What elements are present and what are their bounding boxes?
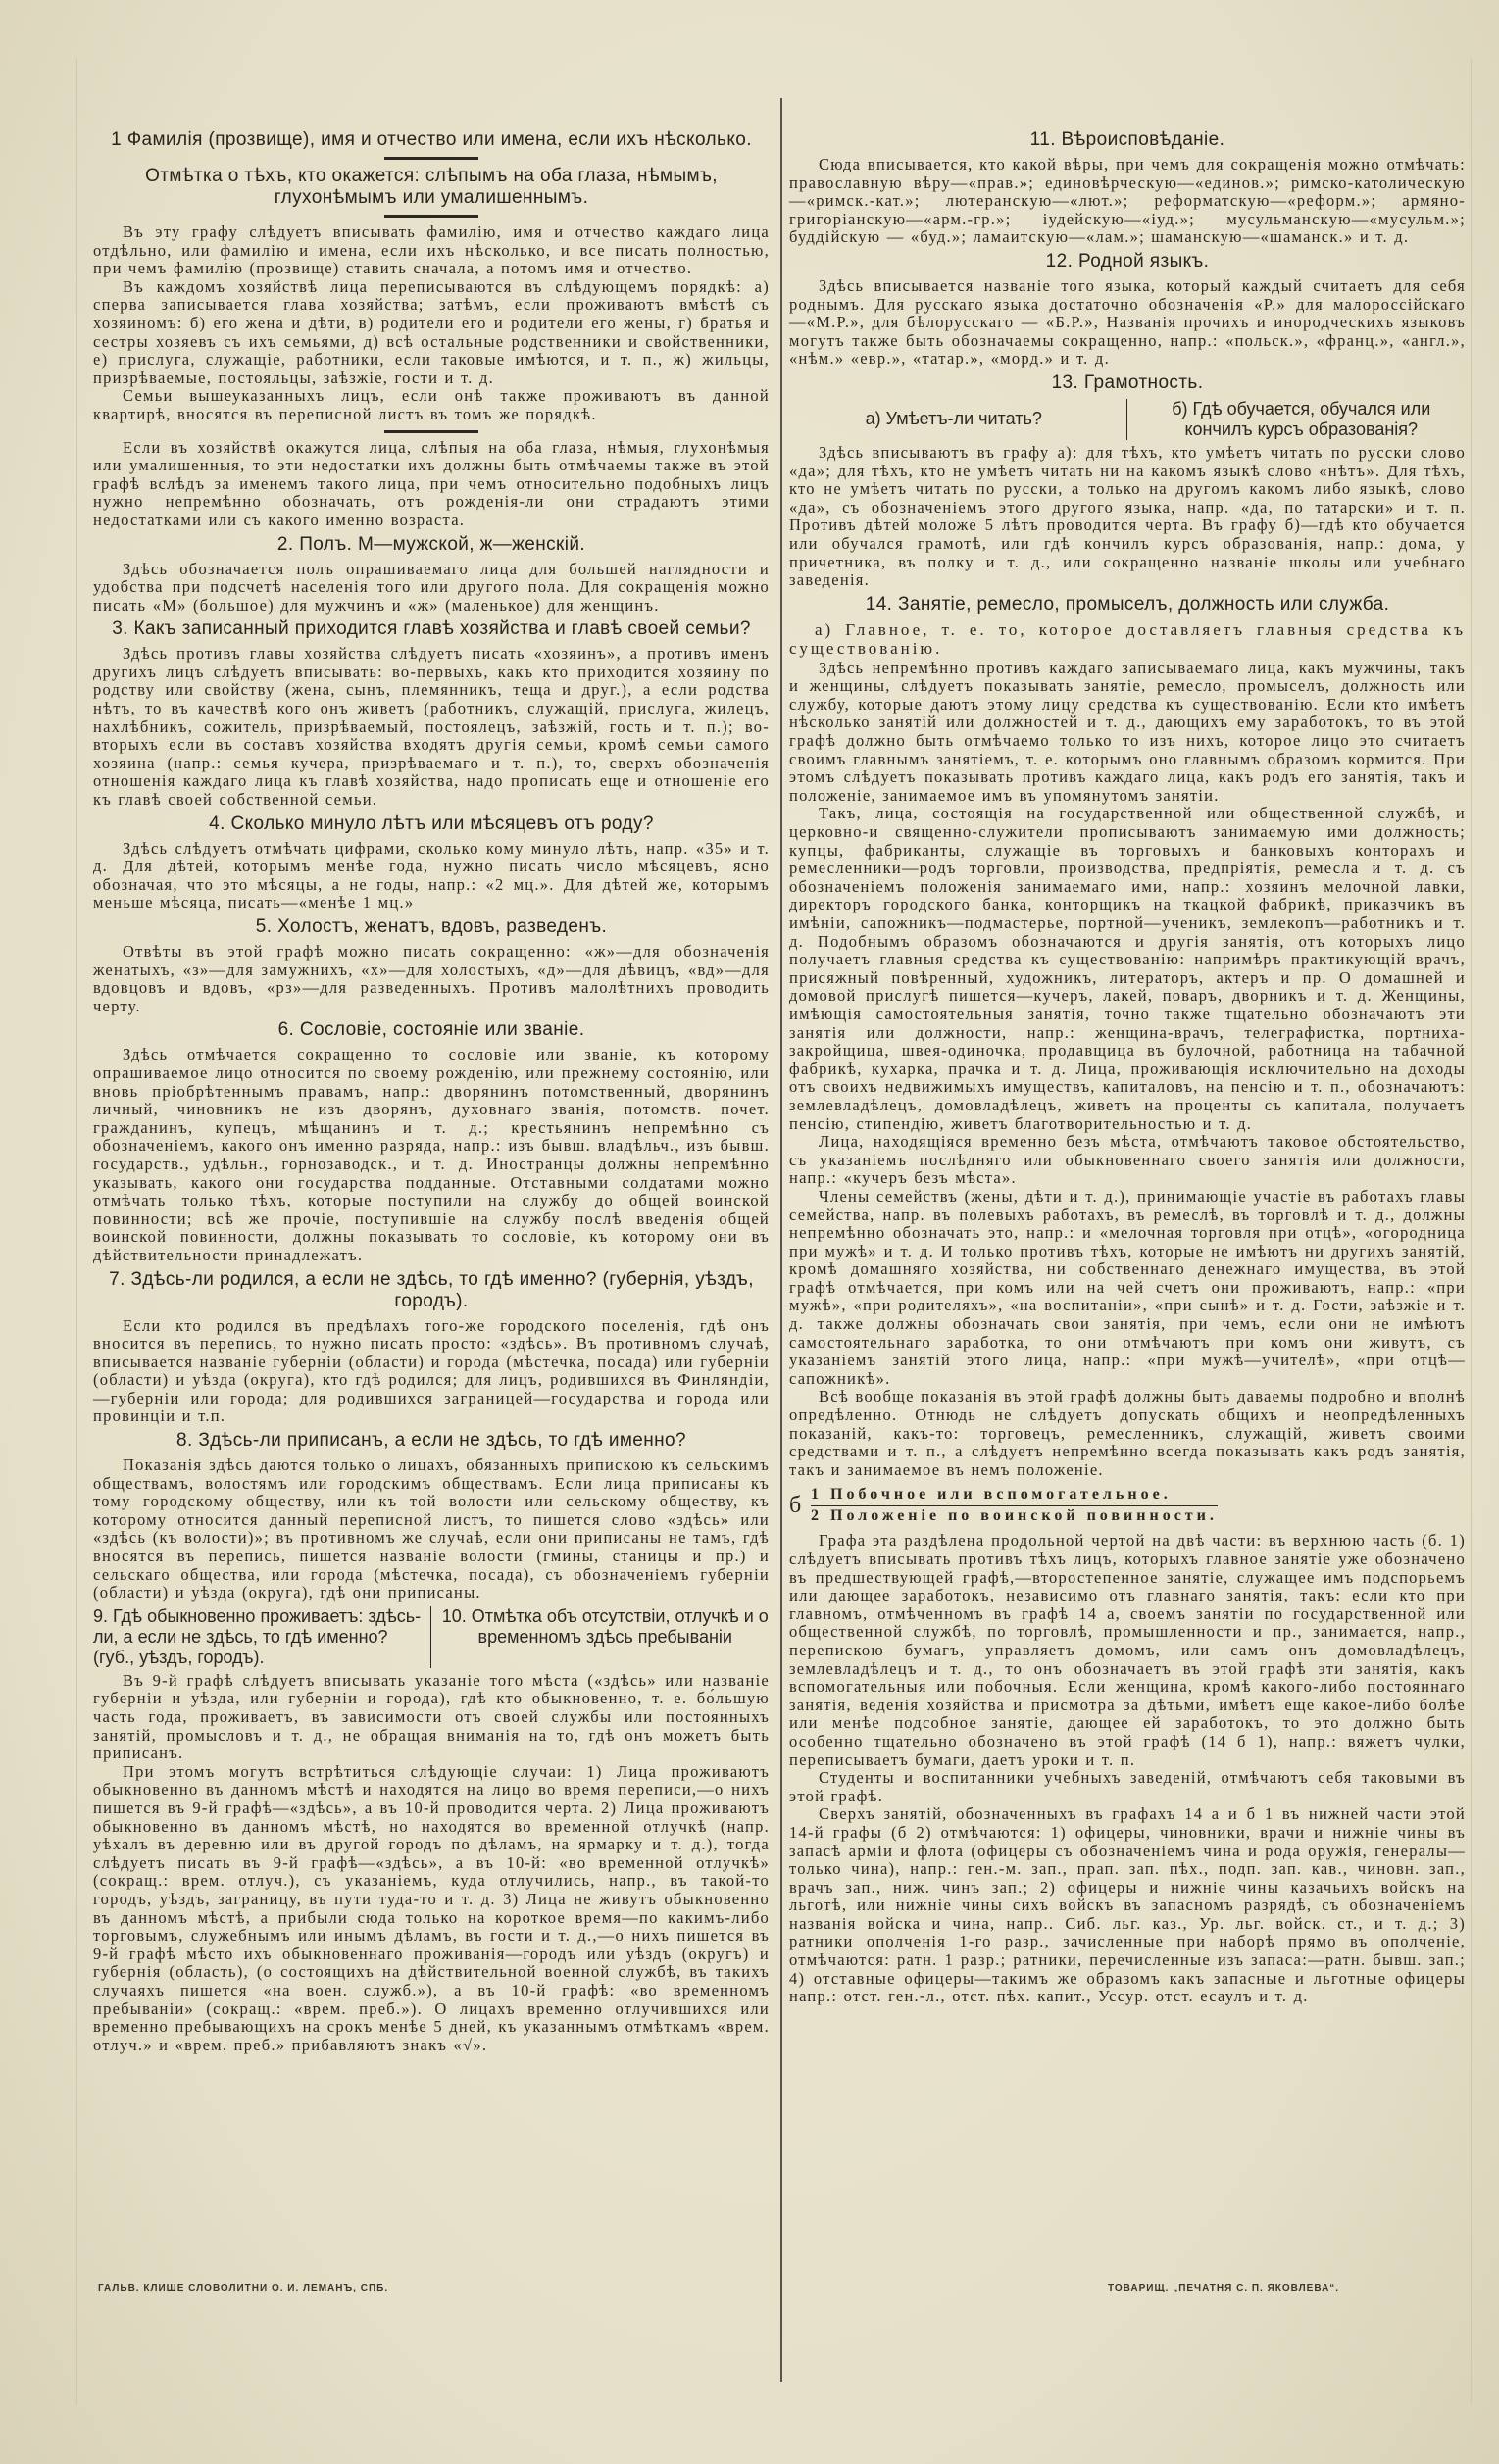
paragraph: Здѣсь обозначается полъ опрашиваемаго лица для большей наглядности и удобства при подсчетѣ населенія того или другого пола. Для сокращенія можно писать «М» (большое) для мужчинъ и «ж» (маленькое) для женщинъ. — [93, 559, 770, 615]
page-edge-left — [76, 59, 77, 2405]
paragraph: Сверхъ занятій, обозначенныхъ въ графахъ 14 а и б 1 въ нижней части этой 14-й графы (б 2) отмѣчаются: 1) офицеры, чиновники, врачи и нижніе чины въ запасѣ арміи и флота (офицеры съ обозначеніемъ чина и рода оружія, генералы—только чина), напр.: ген.-м. зап., прап. зап. пѣх., подп. зап. кав., чиновн. зап., врачъ зап., ниж. чинъ зап.; 2) офицеры и нижніе чины казачьихъ войскъ на льготѣ, или нижніе чины сихъ войскъ въ запасномъ разрядѣ, съ обозначеніемъ названія войска и чина, напр.. Сиб. льг. каз., Ур. льг. войск. ст., и т. д.; 3) ратники ополченія 1-го разр., зачисленные при наборѣ прямо въ ополченіе, отмѣчаются: ратн. 1 разр.; ратники, перечисленные изъ запаса:—ратн. бывш. зап.; 4) отставные офицеры—такимъ же образомъ какъ запасные и льготные офицеры напр.: отст. ген.-л., отст. пѣх. капит., Уссур. отст. есаулъ и т. д. — [789, 1804, 1466, 2006]
split-heading-right: 10. Отмѣтка объ отсутствіи, отлучкѣ и о временномъ здѣсь пребываніи — [441, 1605, 769, 1647]
section-heading: 3. Какъ записанный приходится главѣ хозяйства и главѣ своей семьи? — [112, 618, 751, 640]
printer-imprint-right: ТОВАРИЩ. „ПЕЧАТНЯ С. П. ЯКОВЛЕВА“. — [1108, 2283, 1340, 2293]
section-heading: 8. Здѣсь-ли приписанъ, а если не здѣсь, то гдѣ именно? — [176, 1430, 686, 1452]
paragraph: Графа эта раздѣлена продольной чертой на двѣ части: въ верхнюю часть (б. 1) слѣдуетъ вписывать противъ тѣхъ лицъ, которыхъ главное занятіе уже обозначено въ предшествующей графѣ,—второстепенное занятіе, служащее имъ подспорьемъ или дающее заработокъ, независимо отъ главнаго занятія, такъ: если кто при главномъ, отмѣченномъ въ графѣ 14 а, своемъ занятіи по государственной или общественной службѣ, по торговлѣ, промышленности и пр., занимается, напр., перепискою бумагъ, управляетъ домомъ, или самъ онъ домовладѣлецъ, землевладѣлецъ и т. д., то онъ обозначаетъ въ этой графѣ эти занятія, какъ вспомогательныя или побочныя. Если женщина, кромѣ какого-либо постояннаго занятія, веденія хозяйства и присмотра за дѣтьми, имѣетъ еще какое-либо болѣе или менѣе подсобное занятіе, дающее ей заработокъ, то это должно быть особенно тщательно обозначено въ этой графѣ (14 б 1), напр.: вяжетъ чулки, переписываетъ бумаги, даетъ уроки и т. п. — [789, 1531, 1466, 1769]
section-heading: 5. Холостъ, женатъ, вдовъ, разведенъ. — [255, 916, 608, 937]
paragraph: Лица, находящіяся временно безъ мѣста, отмѣчаютъ таковое обстоятельство, съ указаніемъ послѣдняго или обыкновеннаго своего занятія или должности, напр.: «кучеръ безъ мѣста». — [789, 1132, 1466, 1188]
paragraph: Въ каждомъ хозяйствѣ лица переписываются въ слѣдующемъ порядкѣ: а) сперва записывается глава хозяйства; затѣмъ, если проживаютъ вмѣстѣ съ хозяиномъ: б) его жена и дѣти, в) родители его и родители его жены, г) братья и сестры хозяевъ съ ихъ семьями, д) всѣ остальные родственники и свойственники, е) прислуга, служащіе, работники, если таковые имѣются, и т. п., ж) жильцы, призрѣваемые, постояльцы, заѣзжіе, гости и т. д. — [93, 276, 770, 387]
subsection-line-2: 2 Положеніе по воинской повинности. — [811, 1507, 1218, 1525]
left-column — [93, 125, 770, 2054]
split-heading-left: 9. Гдѣ обыкновенно проживаетъ: здѣсь-ли, а если не здѣсь, то гдѣ именно? (губ., уѣздъ, городъ). — [93, 1606, 431, 1668]
paragraph: Сюда вписывается, кто какой вѣры, при чемъ для сокращенія можно отмѣчать: православную вѣру—«прав.»; единовѣрческую—«единов.»; римско-католическую—«римск.-кат.»; лютеранскую—«лют.»; реформатскую—«реформ.»; армяно-григоріанскую—«арм.-гр.»; іудейскую—«іуд.»; мусульманскую—«мусульм.»; буддійскую — «буд.»; ламаитскую—«лам.»; шаманскую—«шаманск.» и т. д. — [789, 155, 1466, 247]
section-heading: 13. Грамотность. — [1051, 371, 1204, 393]
subsection-b-heading — [789, 1485, 1466, 1526]
section-heading: 7. Здѣсь-ли родился, а если не здѣсь, то гдѣ именно? (губернія, уѣздъ, городъ). — [109, 1268, 754, 1311]
paragraph: Студенты и воспитанники учебныхъ заведеній, отмѣчаютъ себя таковыми въ этой графѣ. — [789, 1768, 1466, 1805]
paragraph: Здѣсь отмѣчается сокращенно то сословіе или званіе, къ которому опрашиваемое лицо относится по своему рожденію, или прежнему состоянію, или вновь пріобрѣтеннымъ правамъ, напр.: дворянинъ потомственный, дворянинъ личный, чиновникъ не изъ дворянъ, духовнаго званія, потомств. почет. гражданинъ, купецъ, мѣщанинъ и т. д.; крестьянинъ непремѣнно съ обозначеніемъ, какого онъ именно разряда, напр.: изъ бывш. владѣльч., изъ бывш. государств., удѣльн., горнозаводск., и т. д. Иностранцы должны непремѣнно указывать, какого они государства подданные. Отставными солдатами можно отмѣчать только тѣхъ, которые поступили на службу до общей воинской повинности; всѣ же прочіе, поступившіе на службу послѣ введенія общей воинской повинности, должны показывать то сословіе, къ которому они въ дѣйствительности принадлежатъ. — [93, 1045, 770, 1264]
section-heading: 6. Сословіе, состояніе или званіе. — [277, 1019, 585, 1041]
section-heading: 1 Фамилія (прозвище), имя и отчество или имена, если ихъ нѣсколько. — [111, 129, 752, 150]
paragraph: Показанія здѣсь даются только о лицахъ, обязанныхъ припискою къ сельскимъ обществамъ, волостямъ или городскимъ обществамъ. Если лица приписаны къ тому городскому обществу, или къ той волости или сельскому обществу, къ которому относится данный переписной листъ, то пишется слово «здѣсь» или «здѣсь (къ волости)»; въ противномъ же случаѣ, если они приписаны не тамъ, гдѣ вносятся въ перепись, пишется названіе волости (гмины, станицы и пр.) и сельскаго общества, или города (мѣстечка, посада), съ обозначеніемъ губерніи (области) и уѣзда (округа), гдѣ они приписаны. — [93, 1455, 770, 1602]
section-heading: 4. Сколько минуло лѣтъ или мѣсяцевъ отъ роду? — [209, 813, 654, 834]
paragraph: Въ 9-й графѣ слѣдуетъ вписывать указаніе того мѣста («здѣсь» или названіе губерніи и уѣзда, или губерніи и города), гдѣ кто обыкновенно, т. е. бо́льшую часть года, проживаетъ, въ зависимости отъ своей службы или постоянныхъ занятій, промысловъ и т. д., не обращая вниманія на то, гдѣ онъ можетъ быть приписанъ. — [93, 1670, 770, 1763]
column-divider — [780, 98, 782, 2382]
paragraph: Отвѣты въ этой графѣ можно писать сокращенно: «ж»—для обозначенія женатыхъ, «з»—для замужнихъ, «х»—для холостыхъ, «д»—для дѣвицъ, «вд»—для вдовцовъ и вдовъ, «рз»—для разведенныхъ. Противъ малолѣтнихъ проводить черту. — [93, 942, 770, 1015]
paragraph: Всѣ вообще показанія въ этой графѣ должны быть даваемы подробно и вполнѣ опредѣленно. Отнюдь не слѣдуетъ допускать общихъ и неопредѣленныхъ показаній, какъ-то: торговецъ, ремесленникъ, служащій, живетъ своими средствами и т. п., а слѣдуетъ непремѣнно всегда показывать какъ родъ занятія, такъ и занимаемое въ немъ положеніе. — [789, 1387, 1466, 1479]
paragraph: Здѣсь непремѣнно противъ каждаго записываемаго лица, какъ мужчины, такъ и женщины, слѣдуетъ показывать занятіе, ремесло, промыселъ, должность или службу, которые даютъ этому лицу средства къ существованію. Если кто имѣетъ нѣсколько занятій или должностей и т. д., дающихъ ему заработокъ, то въ этой графѣ должно быть отмѣчаемо только то изъ нихъ, которое лицо это считаетъ своимъ главнымъ занятіемъ, т. е. которымъ оно главнымъ образомъ кормится. При этомъ слѣдуетъ показывать противъ каждаго лица, какъ родъ его занятія, такъ и положеніе, занимаемое имъ въ упомянутомъ занятіи. — [789, 658, 1466, 805]
subsection-heading: а) Главное, т. е. то, которое доставляетъ главныя средства къ существованію. — [789, 619, 1466, 658]
right-column — [789, 125, 1466, 2006]
section-heading: 12. Родной языкъ. — [1045, 250, 1210, 271]
section-heading: 11. Вѣроисповѣданіе. — [1029, 129, 1225, 150]
paragraph: Такъ, лица, состоящія на государственной или общественной службѣ, и церковно-и священно-служители прописываютъ занимаемую ими должность; купцы, фабриканты, служащіе въ торговыхъ и банковыхъ конторахъ и ремесленники—родъ торговли, производства, предпріятія, ремесла и т. д. съ обозначеніемъ положенія занимаемаго ими, напр.: хозяинъ мелочной лавки, директоръ городского банка, конторщикъ на ткацкой фабрикѣ, приказчикъ въ имѣніи, сапожникъ—подмастерье, портной—ученикъ, землекопъ—работникъ и т. д. Подобнымъ образомъ обозначаются и другія занятія, отъ которыхъ лицо получаетъ главныя средства къ существованію: напримѣръ практикующій врачъ, присяжный повѣренный, художникъ, литераторъ, актеръ и пр. О домашней и домовой прислугѣ пишется—кучеръ, лакей, поваръ, дворникъ и т. д. Женщины, имѣющія самостоятельныя занятія, точно также тщательно обозначаютъ эти занятія или должности, напр.: женщина-врачъ, телеграфистка, портниха-закройщица, швея-одиночка, продавщица въ булочной, работница на табачной фабрикѣ, кухарка, прачка и т. д. Лица, проживающія исключительно на доходы отъ своихъ недвижимыхъ имуществъ, капиталовъ, на пенсію и т. п., обозначаютъ: землевладѣлецъ, домовладѣлецъ, живетъ на проценты съ капитала, получаетъ пенсію, стипендію, живетъ благотворительностью и т. д. — [789, 804, 1466, 1133]
separator-rule — [384, 215, 478, 218]
paragraph: Если въ хозяйствѣ окажутся лица, слѣпыя на оба глаза, нѣмыя, глухонѣмыя или умалишенныя, то эти недостатки ихъ должны быть отмѣчаемы также въ этой графѣ вслѣдъ за именемъ такого лица, при чемъ относительно подобныхъ лицъ нужно непремѣнно обозначать, отъ рожденія-ли они страдаютъ этими недостатками или съ какого именно возраста. — [93, 437, 770, 529]
split-heading — [93, 1606, 770, 1668]
paragraph: Здѣсь вписывается названіе того языка, который каждый считаетъ для себя роднымъ. Для русскаго языка достаточно обозначенія «Р.» для малороссійскаго—«М.Р.», для бѣлорусскаго — «Б.Р.», Названія прочихъ и инородческихъ языковъ могутъ также быть обозначаемы сокращенно, напр.: «польск.», «франц.», «англ.», «нѣм.» «евр.», «татар.», «морд.» и т. д. — [789, 275, 1466, 369]
split-heading-right: б) Гдѣ обучается, обучался или кончилъ курсъ образованія? — [1172, 398, 1431, 439]
section-heading: Отмѣтка о тѣхъ, кто окажется: слѣпымъ на оба глаза, нѣмымъ, глухонѣмымъ или умалишеннымъ. — [145, 166, 718, 208]
paragraph: Здѣсь слѣдуетъ отмѣчать цифрами, сколько кому минуло лѣтъ, напр. «35» и т. д. Для дѣтей, которымъ менѣе года, нужно писать число мѣсяцевъ, ясно обозначая, что это мѣсяцы, а не годы, напр.: «2 мц.». Для дѣтей же, которымъ меньше мѣсяца, писать—«менѣе 1 мц.» — [93, 838, 770, 912]
split-heading — [789, 399, 1466, 440]
paragraph: Въ эту графу слѣдуетъ вписывать фамилію, имя и отчество каждаго лица отдѣльно, или фамилію и имена, если ихъ нѣсколько, и все писать полностью, при чемъ фамилію (прозвище) ставить сначала, а потомъ имя и отчество. — [93, 222, 770, 278]
separator-rule — [384, 157, 478, 160]
paragraph: При этомъ могутъ встрѣтиться слѣдующіе случаи: 1) Лица проживаютъ обыкновенно въ данномъ мѣстѣ и находятся на лицо во время переписи,—о нихъ пишется въ 9-й графѣ—«здѣсь», а въ 10-й проводится черта. 2) Лица проживаютъ обыкновенно въ данномъ мѣстѣ, но находятся во временной отлучкѣ (напр. уѣхалъ въ деревню или въ другой городъ по дѣламъ, на ярмарку и т. д.), тогда слѣдуетъ писать въ 9-й графѣ—«здѣсь», а въ 10-й: «во временной отлучкѣ» (сокращ.: врем. отлуч.), съ указаніемъ, куда отлучились, напр., въ такой-то городъ, уѣздъ, заграницу, въ пути туда-то и т. д. 3) Лица не живутъ обыкновенно въ данномъ мѣстѣ, а прибыли сюда только на короткое время—по какимъ-либо торговымъ, служебнымъ или инымъ дѣламъ, въ гости и т. д.,—о нихъ пишется въ 9-й графѣ мѣсто ихъ обыкновеннаго проживанія—городъ или уѣздъ (округъ) и губернія (область), (о состоящихъ на дѣйствительной военной службѣ, въ такихъ случаяхъ пишется «на воен. служб.»), а въ 10-й графѣ: «во временномъ пребываніи» (сокращ.: «врем. преб.»). О лицахъ временно отлучившихся или временно пребывающихъ на срокъ менѣе 5 дней, къ указаннымъ отмѣткамъ «врем. отлуч.» и «врем. преб.» прибавляютъ знакъ «√». — [93, 1761, 770, 2054]
split-heading-left: а) Умѣетъ-ли читать? — [789, 399, 1127, 440]
paragraph: Семьи вышеуказанныхъ лицъ, если онѣ также проживаютъ въ данной квартирѣ, вносятся въ переписной листъ въ томъ же порядкѣ. — [93, 386, 770, 423]
separator-rule — [384, 430, 478, 433]
subsection-letter: б — [789, 1492, 802, 1518]
paragraph: Здѣсь противъ главы хозяйства слѣдуетъ писать «хозяинъ», а противъ именъ другихъ лицъ слѣдуетъ вписывать: во-первыхъ, какъ кто приходится хозяину по родству или свойству (жена, сынъ, племянникъ, теща и друг.), а если родства нѣтъ, то въ качествѣ кого онъ живетъ (работникъ, служащій, прислуга, жилецъ, нахлѣбникъ, сожитель, призрѣваемый, постоялецъ, заѣзжій, гость и т. п.); во-вторыхъ если въ составъ хозяйства входятъ другія семьи, кромѣ семьи самого хозяина (напр.: семья кучера, призрѣваемаго и т. п.), то, сверхъ обозначенія отношенія каждаго лица къ главѣ хозяйства, надо прописать еще и отношеніе его къ главѣ своей собственной семьи. — [93, 644, 770, 810]
paragraph: Если кто родился въ предѣлахъ того-же городского поселенія, гдѣ онъ вносится въ перепись, то нужно писать просто: «здѣсь». Въ противномъ случаѣ, вписывается названіе губерніи (области) и города (мѣстечка, посада) или губерніи (области) и уѣзда (округа), кто гдѣ родился; для лицъ, родившихся въ Финляндіи,—губерніи или города; для родившихся заграницей—государства и города или провинціи и т.п. — [93, 1315, 770, 1426]
printer-imprint-left: ГАЛЬВ. КЛИШЕ СЛОВОЛИТНИ О. И. ЛЕМАНЪ, СПБ. — [98, 2283, 389, 2293]
paragraph: Члены семействъ (жены, дѣти и т. д.), принимающіе участіе въ работахъ главы семейства, напр. въ полевыхъ работахъ, въ ремеслѣ, въ торговлѣ и т. д., должны непремѣнно обозначать это, напр.: и «мелочная торговля при отцѣ», «огородница при мужѣ» и т. д. И только противъ тѣхъ, которые не имѣютъ ни другихъ занятій, кромѣ домашняго хозяйства, ни собственнаго денежнаго имущества, въ этой графѣ отмѣчается, при комъ или на чей счетъ они проживаютъ, напр.: «при мужѣ», «при родителяхъ», «на воспитаніи», «при сынѣ» и т. д. Гости, заѣзжіе и т. д. также должны обозначать свои занятія, при чемъ, если они не имѣютъ самостоятельнаго заработка, то они отмѣчаютъ при комъ они живутъ, съ указаніемъ занятій этого лица, напр.: «при мужѣ—учителѣ», «при отцѣ—сапожникѣ». — [789, 1186, 1466, 1388]
subsection-lines — [811, 1485, 1218, 1526]
subsection-line-1: 1 Побочное или вспомогательное. — [811, 1485, 1218, 1506]
section-heading: 14. Занятіе, ремесло, промыселъ, должность или служба. — [865, 593, 1390, 615]
section-heading: 2. Полъ. М—мужской, ж—женскій. — [276, 533, 586, 555]
page-edge-right — [1471, 59, 1472, 2405]
paragraph: Здѣсь вписываютъ въ графу а): для тѣхъ, кто умѣетъ читать по русски слово «да»; для тѣхъ, кто не умѣетъ читать ни на какомъ языкѣ слово «нѣтъ». Для тѣхъ, кто не умѣетъ читать по русски, а только на другомъ какомъ либо языкѣ, слово «да», съ обозначеніемъ этого другого языка, напр. «да, по татарски» и т. п. Противъ дѣтей моложе 5 лѣтъ проводится черта. Въ графу б)—гдѣ кто обучается или обучался грамотѣ, или гдѣ кончилъ курсъ образованія, напр.: дома, у причетника, въ полку и т. д., или сокращенно названіе школы или учебнаго заведенія. — [789, 442, 1466, 590]
